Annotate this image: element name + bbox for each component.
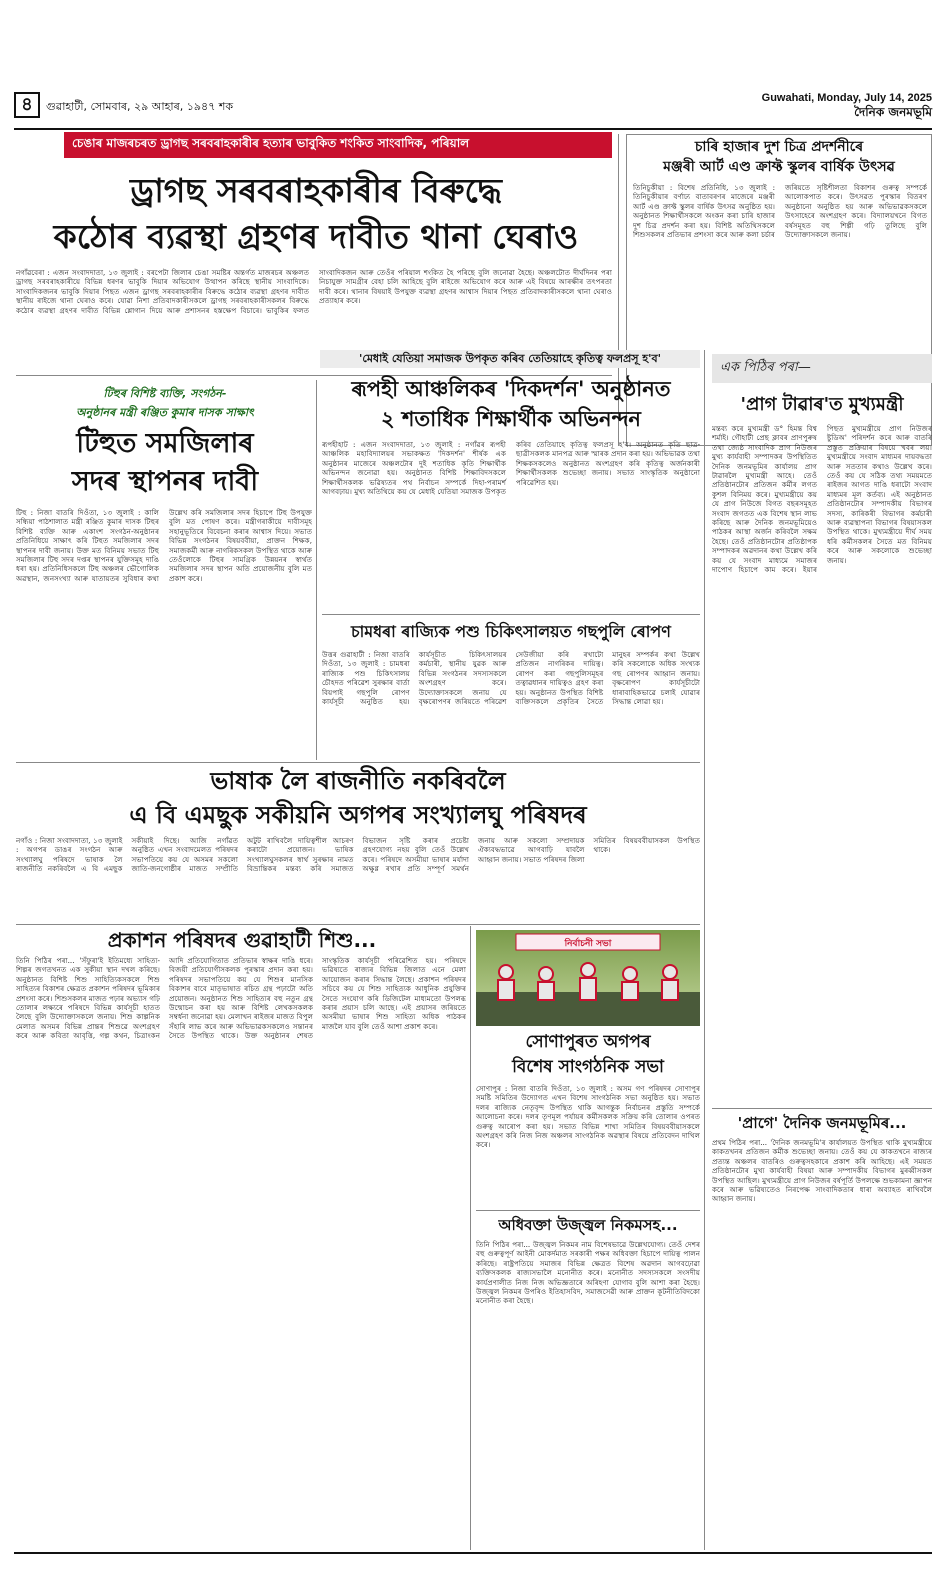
art-body: তিনিচুকীয়া : বিশেষ প্ৰতিনিধি, ১৩ জুলাই : তিনিচুকীয়াৰ বৰ্ণাঢ্য বাতাবৰণৰ মাজেৰে মঞ্জৰী আৰ্ট এণ্ড ক্ৰাফ্ট স্কুলৰ বাৰ্ষিক উৎসৱ অনুষ্ঠিত হয়। অনুষ্ঠানত শিক্ষাৰ্থীসকলে অংকন কৰা চাৰি হাজাৰ দুশ চিত্ৰ প্ৰদৰ্শন কৰা হয়। বিশিষ্ট অতিথিসকলে শিশুসকলৰ প্ৰতিভাৰ প্ৰশংসা কৰে আৰু কলা চৰ্চাৰ জৰিয়তে সৃষ্টিশীলতা বিকাশৰ গুৰুত্ব সম্পৰ্কে আলোকপাত কৰে। উৎসৱত পুৰস্কাৰ বিতৰণ অনুষ্ঠানো অনুষ্ঠিত হয় আৰু অভিভাৱকসকলে উৎসাহেৰে অংশগ্ৰহণ কৰে। বিদ্যালয়খনে বিগত বৰ্ষসমূহত বহু শিল্পী গঢ়ি তুলিছে বুলি উদ্যোক্তাসকলে জনায়। [633,183,927,240]
rupahi-headline [322,374,700,434]
tihu-kicker [20,385,310,423]
divider [16,924,700,925]
header-rule [14,128,932,130]
column-body: মন্তব্য কৰে মুখ্যমন্ত্ৰী ড° হিমন্ত বিশ্ব শৰ্মাই। গৌহাটী প্ৰেছ ক্লাবৰ প্ৰাণপুৰুষ তথা জ্যেষ্ঠ সাংবাদিক প্ৰাগ নিউজৰ মুখ্য কাৰ্যবাহী সম্পাদকৰ উপস্থিতিত দৈনিক জনমভূমিৰ কাৰ্যালয় প্ৰাগ টাৱাৰলৈ মুখ্যমন্ত্ৰী আহে। তেওঁ প্ৰতিষ্ঠানটোৰ প্ৰতিজন কৰ্মীৰ লগত কুশল বিনিময় কৰে। মুখ্যমন্ত্ৰীয়ে কয় যে প্ৰাগ নিউজে বিগত বছৰসমূহত সংবাদ জগতত এক বিশেষ স্থান লাভ কৰিছে আৰু দৈনিক জনমভূমিয়েও পাঠকৰ আস্থা অৰ্জন কৰিবলৈ সক্ষম হৈছে। তেওঁ প্ৰতিষ্ঠানটোৰ প্ৰতিষ্ঠাপক সম্পাদকৰ অৱদানৰ কথা উল্লেখ কৰি কয় যে সংবাদ মাধ্যমে সমাজৰ দাপোণ হিচাপে কাম কৰে। ইয়াৰ পিছত মুখ্যমন্ত্ৰীয়ে প্ৰাগ নিউজৰ ষ্টুডিঅ' পৰিদৰ্শন কৰে আৰু বাতৰি প্ৰস্তুত প্ৰক্ৰিয়াৰ বিষয়ে খবৰ লয়। মুখ্যমন্ত্ৰীয়ে সংবাদ মাধ্যমৰ দায়বদ্ধতা আৰু সততাৰ কথাও উল্লেখ কৰে। তেওঁ কয় যে সঠিক তথ্য সময়মতে ৰাইজৰ আগত দাঙি ধৰাটো সংবাদ মাধ্যমৰ মূল কৰ্তব্য। এই অনুষ্ঠানত প্ৰতিষ্ঠানটোৰ সম্পাদকীয় বিভাগৰ সদস্য, কাৰিকৰী বিভাগৰ কৰ্মচাৰী আৰু ব্যৱস্থাপনা বিভাগৰ বিষয়াসকল উপস্থিত থাকে। মুখ্যমন্ত্ৰীয়ে দীৰ্ঘ সময় ধৰি কৰ্মীসকলৰ সৈতে মত বিনিময় কৰে আৰু সকলোকে শুভেচ্ছা জনায়। [712,424,932,575]
column-divider [470,926,471,1550]
sonapur-headline-line2: বিশেষ সাংগঠনিক সভা [512,1057,664,1077]
prage-body: প্ৰথম পিঠিৰ পৰা... 'দৈনিক জনমভূমি'ৰ কাৰ্যালয়ত উপস্থিত থাকি মুখ্যমন্ত্ৰীয়ে কাকতখনৰ প্ৰতিজন কৰ্মীক শুভেচ্ছা জনায়। তেওঁ কয় যে কাকতখনে ৰাজ্যৰ প্ৰত্যন্ত অঞ্চলৰ বাতৰিও গুৰুত্বসহকাৰে প্ৰকাশ কৰি আহিছে। এই সময়ত প্ৰতিষ্ঠানটোৰ মুখ্য কাৰ্যবাহী বিষয়া আৰু সম্পাদকীয় বিভাগৰ মুৰব্বীসকল উপস্থিত আছিল। মুখ্যমন্ত্ৰীয়ে প্ৰাগ নিউজৰ বৰ্ষপূৰ্তি উপলক্ষে শুভকামনা জ্ঞাপন কৰে আৰু ভৱিষ্যতেও নিৰপেক্ষ সাংবাদিকতাৰ ধাৰা অব্যাহত ৰাখিবলৈ আহ্বান জনায়। [712,1138,932,1204]
lead-kicker: চেঙাৰ মাজৰচৰত ড্ৰাগছ সৰবৰাহকাৰীৰ হত্যাৰ ভাবুকিত শংকিত সাংবাদিক, পৰিয়াল [64,132,612,158]
art-headline [627,137,931,177]
divider [712,1108,932,1109]
page-number: ৪ [14,92,40,118]
bhasha-headline [16,764,700,832]
rupahi-quote: 'মেধাই যেতিয়া সমাজক উপকৃত কৰিব তেতিয়াহে কৃতিত্ব ফলপ্ৰসূ হ'ব' [320,350,700,368]
header-date-assamese: গুৱাহাটী, সোমবাৰ, ২৯ আহাৰ, ১৯৪৭ শক [46,100,234,113]
chamdhara-body: উত্তৰ গুৱাহাটী : নিজা বাতৰি দিওঁতা, ১৩ জুলাই : চামধৰা ৰাজ্যিক পশু চিকিৎসালয় চৌহদত পৰিৱেশ সুৰক্ষাৰ বাৰ্তা বিয়পাই গছপুলি ৰোপণ কাৰ্যসূচী অনুষ্ঠিত হয়। কাৰ্যসূচীত চিকিৎসালয়ৰ কৰ্মচাৰী, স্থানীয় যুৱক আৰু বিভিন্ন সংগঠনৰ সদস্যসকলে অংশগ্ৰহণ কৰে। উদ্যোক্তাসকলে জনায় যে বৃক্ষৰোপণৰ জৰিয়তে পৰিৱেশ সেউজীয়া কৰি ৰখাটো প্ৰতিজন নাগৰিকৰ দায়িত্ব। ৰোপণ কৰা গছপুলিসমূহৰ তত্বাৱধানৰ দায়িত্বও গ্ৰহণ কৰা হয়। অনুষ্ঠানত উপস্থিত বিশিষ্ট ব্যক্তিসকলে প্ৰকৃতিৰ সৈতে মানুহৰ সম্পৰ্কৰ কথা উল্লেখ কৰি সকলোকে অধিক সংখ্যক গছ ৰোপণৰ আহ্বান জনায়। বৃক্ষৰোপণ কাৰ্যসূচীটো ধাৰাবাহিকভাৱে চলাই যোৱাৰ সিদ্ধান্ত লোৱা হয়। [322,650,700,707]
tihu-headline-line2: সদৰ স্থাপনৰ দাবী [71,466,259,497]
bhasha-headline-line2: এ বি এমছুক সকীয়নি অগপৰ সংখ্যালঘু পৰিষদৰ [129,801,587,829]
sonapur-headline-line1: সোণাপুৰত অগপৰ [525,1032,651,1052]
rupahi-headline-line2: ২ শতাধিক শিক্ষাৰ্থীক অভিনন্দন [381,407,641,431]
divider [16,762,700,763]
prakashan-headline: প্ৰকাশন পৰিষদৰ গুৱাহাটী শিশু... [107,928,377,952]
column-headline: 'প্ৰাগ টাৱাৰ'ত মুখ্যমন্ত্ৰী [740,394,904,415]
tihu-body: টিহু : নিজা বাতৰি দিওঁতা, ১৩ জুলাই : কালি সন্ধিয়া পাঠশালাত মন্ত্ৰী ৰঞ্জিত কুমাৰ দাসক টিহুৰ বিশিষ্ট ব্যক্তি আৰু একাংশ সংগঠন-অনুষ্ঠানৰ প্ৰতিনিধিয়ে সাক্ষাৎ কৰি টিহুত সমজিলাৰ সদৰ স্থাপনৰ দাবী জনায়। উক্ত মত বিনিময় সভাত টিহু সমজিলাৰ টিহু সদৰ দপ্তৰ স্থাপনৰ যুক্তিসমূহ দাঙি ধৰা হয়। প্ৰতিনিধিসকলে টিহু অঞ্চলৰ ভৌগোলিক অৱস্থান, জনসংখ্যা আৰু যাতায়তৰ সুবিধাৰ কথা উল্লেখ কৰি সমজিলাৰ সদৰ হিচাপে টিহু উপযুক্ত বুলি মত পোষণ কৰে। মন্ত্ৰীগৰাকীয়ে দাবীসমূহ সহানুভূতিৰে বিবেচনা কৰাৰ আশ্বাস দিয়ে। সভাত বিভিন্ন সংগঠনৰ বিষয়ববীয়া, প্ৰাক্তন শিক্ষক, সমাজকৰ্মী আৰু নাগৰিকসকল উপস্থিত থাকে আৰু তেওঁলোকে টিহুৰ সামগ্ৰিক উন্নয়নৰ স্বাৰ্থত সমজিলাৰ সদৰ স্থাপন অতি প্ৰয়োজনীয় বুলি মত প্ৰকাশ কৰে। [16,508,312,583]
rupahi-headline-line1: ৰূপহী আঞ্চলিকৰ 'দিকদৰ্শন' অনুষ্ঠানত [351,377,671,401]
lead-headline-line2: কঠোৰ ব্যৱস্থা গ্ৰহণৰ দাবীত থানা ঘেৰাও [53,217,579,256]
column-tag: এক পিঠিৰ পৰা— [712,354,932,383]
header-right [762,92,932,124]
chamdhara-headline: চামধৰা ৰাজ্যিক পশু চিকিৎসালয়ত গছপুলি ৰোপণ [351,622,671,641]
bhasha-body: নগাঁও : নিজা সংবাদদাতা, ১৩ জুলাই : অগপৰ ডাঙৰ সংগঠন আৰু সংখ্যালঘু পৰিষদে ভাষাক লৈ ৰাজনীতি নকৰিবলৈ এ বি এমছুক সকীয়াই দিছে। আজি নগাঁৱত অনুষ্ঠিত এখন সংবাদমেলত পৰিষদৰ সভাপতিয়ে কয় যে অসমৰ সকলো জাতি-জনগোষ্ঠীৰ মাজত সম্প্ৰীতি অটুট ৰাখিবলৈ দায়িত্বশীল আচৰণ কৰাটো প্ৰয়োজন। ভাষিক সংখ্যালঘুসকলৰ স্বাৰ্থ সুৰক্ষাৰ নামত বিভ্ৰান্তিকৰ মন্তব্য কৰি সমাজত বিভাজন সৃষ্টি কৰাৰ প্ৰচেষ্টা গ্ৰহণযোগ্য নহয় বুলি তেওঁ উল্লেখ কৰে। পৰিষদে অসমীয়া ভাষাৰ মৰ্যাদা অক্ষুণ্ণ ৰখাৰ প্ৰতি সম্পূৰ্ণ সমৰ্থন জনায় আৰু সকলো সম্প্ৰদায়ক ঐক্যবদ্ধভাৱে আগবাঢ়ি যাবলৈ আহ্বান জনায়। সভাত পৰিষদৰ জিলা সমিতিৰ বিষয়ববীয়াসকল উপস্থিত থাকে। [16,836,700,874]
sonapur-body: সোণাপুৰ : নিজা বাতৰি দিওঁতা, ১৩ জুলাই : অসম গণ পৰিষদৰ সোণাপুৰ সমষ্টি সমিতিৰ উদ্যোগত এখন বিশেষ সাংগঠনিক সভা অনুষ্ঠিত হয়। সভাত দলৰ ৰাজ্যিক নেতৃবৃন্দ উপস্থিত থাকি আগন্তুক নিৰ্বাচনৰ প্ৰস্তুতি সম্পৰ্কে আলোচনা কৰে। দলৰ তৃণমূল পৰ্যায়ৰ কৰ্মীসকলক সক্ৰিয় কৰি তোলাৰ ওপৰত গুৰুত্ব আৰোপ কৰা হয়। সভাত বিভিন্ন শাখা সমিতিৰ বিষয়ববীয়াসকলে অংশগ্ৰহণ কৰি নিজ নিজ অঞ্চলৰ সাংগঠনিক অৱস্থাৰ বিষয়ে প্ৰতিবেদন দাখিল কৰে। [476,1084,700,1150]
rupahi-body: ৰূপহীহাট : এজন সংবাদদাতা, ১৩ জুলাই : নগাঁৱৰ ৰূপহী আঞ্চলিক মহাবিদ্যালয়ৰ সভাকক্ষত 'দিকদৰ্শন' শীৰ্ষক এক অনুষ্ঠানৰ মাজেৰে অঞ্চলটোৰ দুই শতাধিক কৃতি শিক্ষাৰ্থীক অভিনন্দন জনোৱা হয়। অনুষ্ঠানত বিশিষ্ট শিক্ষাবিদসকলে শিক্ষাৰ্থীসকলক ভৱিষ্যতৰ পথ নিৰ্বাচন সম্পৰ্কে দিহা-পৰামৰ্শ আগবঢ়ায়। মুখ্য অতিথিয়ে কয় যে মেধাই যেতিয়া সমাজক উপকৃত কৰিব তেতিয়াহে কৃতিত্ব ফলপ্ৰসূ হ'ব। অনুষ্ঠানত কৃতি ছাত্ৰ-ছাত্ৰীসকলক মানপত্ৰ আৰু স্মাৰক প্ৰদান কৰা হয়। অভিভাৱক তথা শিক্ষকসকলেও অনুষ্ঠানত অংশগ্ৰহণ কৰি কৃতিত্ব অৰ্জনকাৰী শিক্ষাৰ্থীসকলক শুভেচ্ছা জনায়। সভাত সাংস্কৃতিক অনুষ্ঠানো পৰিৱেশিত হয়। [322,440,700,497]
tihu-kicker-line2: অনুষ্ঠানৰ মন্ত্ৰী ৰঞ্জিত কুমাৰ দাসক সাক্ষাৎ [76,406,254,419]
header-date-english: Guwahati, Monday, July 14, 2025 [761,92,932,104]
bhasha-headline-line1: ভাষাক লৈ ৰাজনীতি নকৰিবলৈ [210,767,506,795]
page-header [14,92,932,126]
sonapur-photo [476,930,700,1026]
divider [476,1210,700,1211]
tihu-headline [20,425,310,501]
art-headline-line1: চাৰি হাজাৰ দুশ চিত্ৰ প্ৰদৰ্শনীৰে [694,139,864,155]
lead-headline [16,168,616,260]
footer-rule [14,1552,932,1554]
divider [322,614,700,615]
prage-headline: 'প্ৰাগে' দৈনিক জনমভূমিৰ... [737,1114,907,1132]
lead-headline-line1: ড্ৰাগছ সৰবৰাহকাৰীৰ বিৰুদ্ধে [130,171,502,210]
adhibakta-headline: অধিবক্তা উজ্জ্বল নিকমসহ... [498,1216,678,1234]
art-headline-line2: মঞ্জৰী আৰ্ট এণ্ড ক্ৰাফ্ট স্কুলৰ বাৰ্ষিক উৎসৱ [663,159,895,175]
adhibakta-body: তিনি পিঠিৰ পৰা... উজ্জ্বল নিকমৰ নাম বিশেষভাৱে উল্লেখযোগ্য। তেওঁ দেশৰ বহু গুৰুত্বপূৰ্ণ আইনী মোকৰ্দমাত সৰকাৰী পক্ষৰ অধিবক্তা হিচাপে দায়িত্ব পালন কৰিছে। ৰাষ্ট্ৰপতিয়ে সমাজৰ বিভিন্ন ক্ষেত্ৰত বিশেষ অৱদান আগবঢ়োৱা ব্যক্তিসকলক ৰাজ্যসভালৈ মনোনীত কৰে। মনোনীত সদস্যসকলে সংসদীয় কাৰ্যপ্ৰণালীত নিজ নিজ অভিজ্ঞতাৰে অৰিহণা যোগাব বুলি আশা কৰা হৈছে। উজ্জ্বল নিকমৰ উপৰিও ইতিহাসবিদ, সমাজসেৱী আৰু প্ৰাক্তন কূটনীতিবিদকো মনোনীত কৰা হৈছে। [476,1240,700,1306]
tihu-kicker-line1: টিহুৰ বিশিষ্ট ব্যক্তি, সংগঠন- [103,387,227,400]
header-brand: দৈনিক জনমভূমি [854,105,932,119]
column-divider [316,380,317,760]
lead-body: নগাঁৱবেৰা : এজন সংবাদদাতা, ১৩ জুলাই : বৰপেটা জিলাৰ চেঙা সমষ্টিৰ অন্তৰ্গত মাজৰচৰ অঞ্চলত ড্ৰাগছ সৰবৰাহকাৰীয়ে বিভিন্ন ধৰণৰ ভাবুকি দিয়াৰ অভিযোগ উত্থাপন কৰিছে স্থানীয় সাংবাদিকে। সাংবাদিকজনৰ ভাবুকি দিয়াৰ পিছত এজন ড্ৰাগছ সৰবৰাহকাৰীৰ বিৰুদ্ধে কঠোৰ ব্যৱস্থা গ্ৰহণৰ দাবীত স্থানীয় ৰাইজে থানা ঘেৰাও কৰে। যোৱা নিশা প্ৰতিবাদকাৰীসকলে ড্ৰাগছ সৰবৰাহকাৰীসকলৰ বিৰুদ্ধে কঠোৰ ব্যৱস্থা গ্ৰহণৰ দাবীত বিভিন্ন শ্লোগান দিয়ে আৰু প্ৰশাসনৰ হস্তক্ষেপ বিচাৰে। ভাবুকিৰ ফলত সাংবাদিকজন আৰু তেওঁৰ পৰিয়াল শংকিত হৈ পৰিছে বুলি জনোৱা হৈছে। অঞ্চলটোত দীৰ্ঘদিনৰ পৰা নিচাযুক্ত সামগ্ৰীৰ বেহা চলি আহিছে বুলি ৰাইজে অভিযোগ কৰে আৰু এই বিষয়ে আৰক্ষীৰ তৎপৰতা দাবী কৰে। থানাৰ বিষয়াই উপযুক্ত ব্যৱস্থা গ্ৰহণৰ আশ্বাস দিয়াৰ পিছত প্ৰতিবাদকাৰীসকলে থানা ঘেৰাও প্ৰত্যাহাৰ কৰে। [16,268,612,315]
sonapur-banner-text: নিৰ্বাচনী সভা [564,939,612,949]
tihu-headline-line1: টিহুত সমজিলাৰ [76,428,254,459]
sonapur-headline [476,1030,700,1080]
prakashan-body: তিনি পিঠিৰ পৰা... 'সঁফুৰা'ই ইতিমধ্যে সাহিত্য-শিল্পৰ জগতখনত এক সুকীয়া স্থান দখল কৰিছে। অনুষ্ঠানত বিশিষ্ট শিশু সাহিত্যিকসকলে শিশু সাহিত্যৰ বিকাশৰ ক্ষেত্ৰত প্ৰকাশন পৰিষদৰ ভূমিকাৰ প্ৰশংসা কৰে। শিশুসকলৰ মাজত পঢ়াৰ অভ্যাস গঢ়ি তোলাৰ লক্ষ্যৰে পৰিষদে বিভিন্ন কাৰ্যসূচী হাতত লৈছে বুলি উদ্যোক্তাসকলে জনায়। শিশু কাল্পনিক মেলাত অসমৰ বিভিন্ন প্ৰান্তৰ শিশুৱে অংশগ্ৰহণ কৰে আৰু কবিতা আবৃত্তি, গল্প কথন, চিত্ৰাংকন আদি প্ৰতিযোগিতাত প্ৰতিভাৰ স্বাক্ষৰ দাঙি ধৰে। বিজয়ী প্ৰতিযোগীসকলক পুৰস্কাৰ প্ৰদান কৰা হয়। পৰিষদৰ সভাপতিয়ে কয় যে শিশুৰ মানসিক বিকাশৰ বাবে মাতৃভাষাত ৰচিত গ্ৰন্থ পঢ়াটো অতি প্ৰয়োজন। অনুষ্ঠানত শিশু সাহিত্যৰ বহু নতুন গ্ৰন্থ উন্মোচন কৰা হয় আৰু বিশিষ্ট লেখকসকলক সম্বৰ্ধনা জনোৱা হয়। মেলাখন ৰাইজৰ মাজত বিপুল সঁহাৰি লাভ কৰে আৰু অভিভাৱকসকলেও সন্তানৰ সৈতে উপস্থিত থাকে। উক্ত অনুষ্ঠানৰ শেষত সাংস্কৃতিক কাৰ্যসূচী পৰিৱেশিত হয়। পৰিষদে ভৱিষ্যতে ৰাজ্যৰ বিভিন্ন জিলাত এনে মেলা আয়োজন কৰাৰ সিদ্ধান্ত লৈছে। প্ৰকাশন পৰিষদৰ সচিবে কয় যে শিশু সাহিত্যক আধুনিক প্ৰযুক্তিৰ সৈতে সংযোগ কৰি ডিজিটেল মাধ্যমতো উপলব্ধ কৰাৰ প্ৰয়াস চলি আছে। এই প্ৰয়াসৰ জৰিয়তে অসমীয়া ভাষাৰ শিশু সাহিত্য অধিক পাঠকৰ মাজলৈ যাব বুলি তেওঁ আশা প্ৰকাশ কৰে। [16,956,466,1041]
column-divider [704,350,705,1550]
